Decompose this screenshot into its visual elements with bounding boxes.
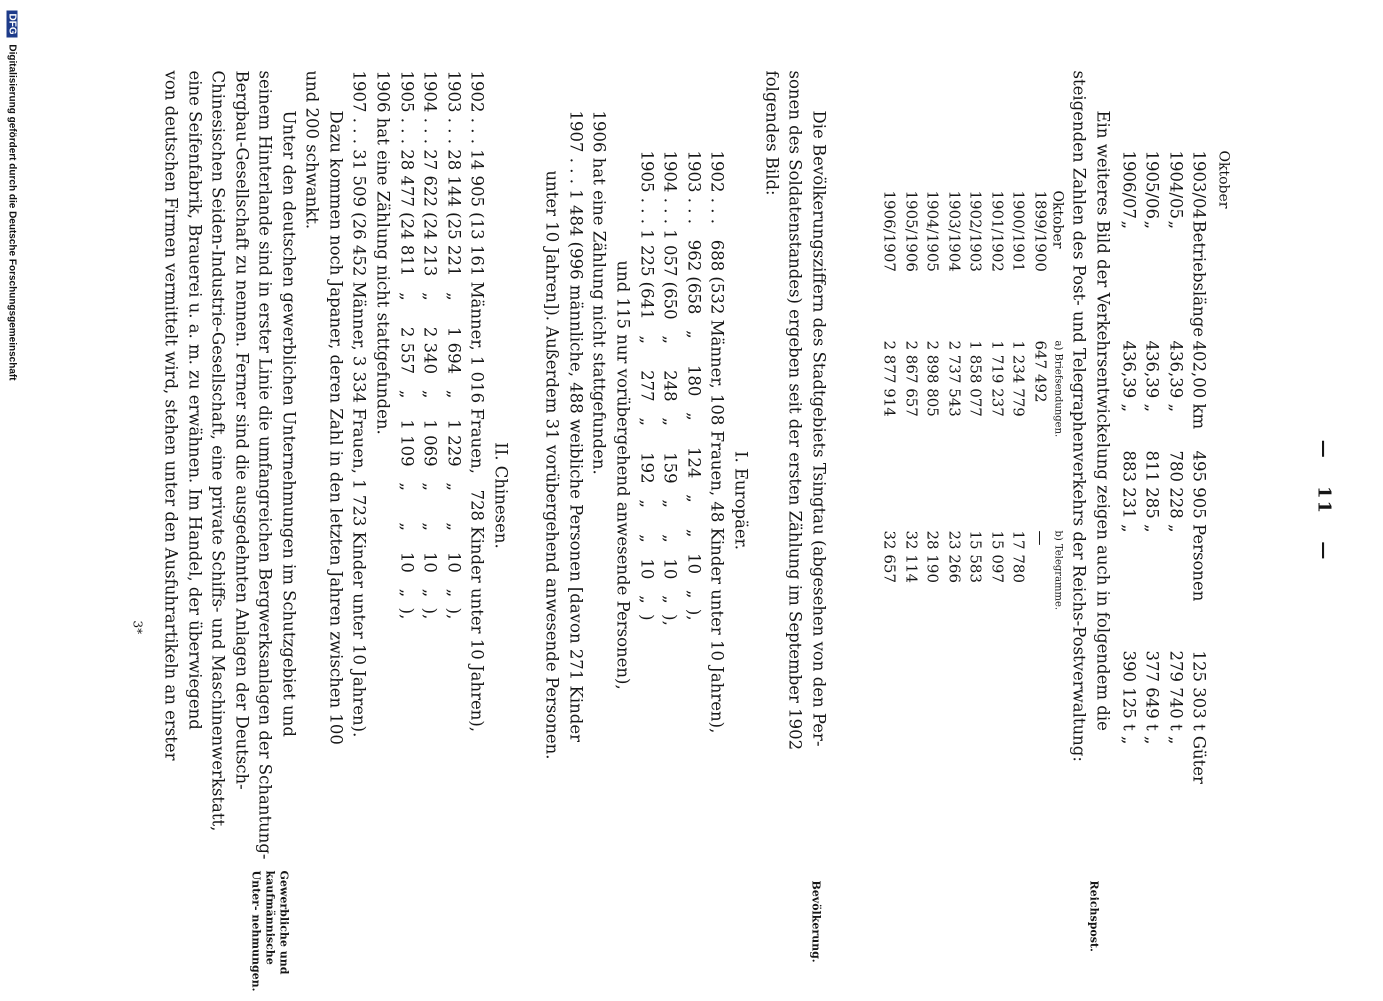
rail-rows bbox=[1117, 151, 1211, 971]
rail-year: 1903/04 bbox=[1189, 150, 1209, 220]
europeans-note: und 115 nur vorübergehend anwesende Personen), bbox=[613, 260, 633, 690]
paragraph-line: sonen des Soldatenstandes) ergeben seit der ersten Zählung im September 1902 bbox=[785, 70, 805, 751]
post-a: 647 492 bbox=[1031, 340, 1050, 403]
chinese-section bbox=[300, 71, 512, 921]
post-b: 32 114 bbox=[902, 530, 921, 583]
dfg-logo: DFG bbox=[7, 11, 18, 38]
rail-year: 1905/06 bbox=[1142, 150, 1162, 220]
post-col-b: b) Telegramme. bbox=[1052, 530, 1064, 611]
rail-label: „ bbox=[1119, 220, 1139, 230]
rail-km: 436,39 „ bbox=[1119, 340, 1139, 413]
rail-month: Oktober bbox=[1215, 150, 1232, 209]
japanese-note-cont: und 200 schwankt. bbox=[302, 70, 322, 230]
post-b: 15 097 bbox=[988, 530, 1007, 583]
post-year: 1904/1905 bbox=[924, 190, 942, 272]
margin-note-population: Bevölkerung. bbox=[809, 880, 823, 963]
europeans-heading: I. Europäer. bbox=[731, 451, 751, 550]
paragraph-line: seinem Hinterlande sind in erster Linie die umfangreichen Bergwerksanlagen der Schantung- bbox=[255, 70, 275, 860]
rail-year: 1904/05 bbox=[1166, 150, 1186, 220]
dfg-stamp bbox=[7, 11, 18, 381]
paragraph-line: Bergbau-Gesellschaft zu nennen. Ferner sind die ausgedehnten Anlagen der Deutsch- bbox=[232, 70, 252, 790]
paragraph-line: Ein weiteres Bild der Verkehrsentwickelung zeigen auch in folgendem die bbox=[1093, 110, 1113, 731]
post-year: 1906/1907 bbox=[881, 190, 899, 272]
europeans-1907-cont: unter 10 Jahren]). Außerdem 31 vorübergehend anwesende Personen. bbox=[542, 170, 562, 760]
rail-persons: 495 905 Personen bbox=[1189, 450, 1209, 602]
paragraph-line: Unter den deutschen gewerblichen Unternehmungen im Schutzgebiet und bbox=[279, 110, 299, 737]
europeans-row: 1904 . . . 1 057 (650 „ 248 „ 159 „ „ 10 „ ), bbox=[660, 150, 680, 626]
population-intro bbox=[760, 71, 831, 921]
rail-km: 436,39 „ bbox=[1166, 340, 1186, 413]
europeans-row: 1902 . . . 688 (532 Männer, 108 Frauen, 48 Kinder unter 10 Jahren), bbox=[707, 150, 727, 734]
japanese-note: Dazu kommen noch Japaner, deren Zahl in den letzten Jahren zwischen 100 bbox=[326, 110, 346, 745]
post-year: 1899/1900 bbox=[1031, 190, 1050, 272]
signature-mark: 3* bbox=[130, 620, 145, 635]
post-a: 2 877 914 bbox=[881, 340, 899, 417]
rail-year: 1906/07 bbox=[1119, 150, 1139, 220]
document-page bbox=[0, 1, 1383, 1001]
rail-goods: 377 649 t „ bbox=[1142, 650, 1162, 745]
post-a: 2 898 805 bbox=[924, 340, 942, 417]
rail-label: „ bbox=[1166, 220, 1186, 230]
post-year: 1901/1902 bbox=[988, 190, 1007, 272]
post-year: 1905/1906 bbox=[902, 190, 921, 272]
post-a: 2 867 657 bbox=[902, 340, 921, 417]
rail-persons: 883 231 „ bbox=[1119, 450, 1139, 533]
post-b: 15 583 bbox=[967, 530, 985, 583]
europeans-1907: 1907 . . . 1 484 (996 männliche, 488 weibliche Personen [davon 271 Kinder bbox=[566, 110, 586, 742]
dash-left: — bbox=[1313, 439, 1335, 460]
chinese-row: 1903 . . . 28 144 (25 221 „ 1 694 „ 1 229 „ „ 10 „ ), bbox=[444, 70, 464, 620]
post-b: 28 190 bbox=[924, 530, 942, 583]
post-rows bbox=[879, 191, 1051, 691]
post-year: 1900/1901 bbox=[1010, 190, 1028, 272]
post-month: Oktober bbox=[1049, 190, 1066, 249]
paragraph-line: eine Seifenfabrik, Brauerei u. a. m. zu erwähnen. Im Handel, der überwiegend bbox=[185, 70, 205, 730]
chinese-1906: 1906 hat eine Zählung nicht stattgefunden. bbox=[373, 70, 393, 435]
paragraph-line: Die Bevölkerungsziffern des Stadtgebiets Tsingtau (abgesehen von den Per- bbox=[809, 110, 829, 747]
rail-goods: 279 740 t „ bbox=[1166, 650, 1186, 745]
companies-paragraph bbox=[159, 71, 301, 921]
post-year: 1903/1904 bbox=[945, 190, 964, 272]
rail-goods: 390 125 t „ bbox=[1119, 650, 1139, 745]
europeans-row: 1905 . . . 1 225 (641 „ 277 „ 192 „ „ 10 „ ) bbox=[637, 150, 657, 621]
rail-persons: 811 285 „ bbox=[1142, 450, 1162, 533]
page-number: 11 bbox=[1313, 485, 1335, 516]
europeans-section bbox=[540, 111, 752, 891]
dfg-stamp-text: Digitalisierung gefördert durch die Deutsche Forschungsgemeinschaft bbox=[6, 44, 18, 381]
rail-label: „ bbox=[1142, 220, 1162, 230]
rail-label: Betriebslänge bbox=[1189, 220, 1209, 338]
paragraph-line: steigenden Zahlen des Post- und Telegraphenverkehrs der Reichs-Postverwaltung: bbox=[1069, 70, 1089, 762]
margin-note-companies: Gewerbliche und kaufmännische Unter- nehmungen. bbox=[249, 870, 291, 992]
post-col-a: a) Briefsendungen. bbox=[1052, 340, 1064, 438]
dash-right: — bbox=[1313, 541, 1335, 562]
post-year: 1902/1903 bbox=[967, 190, 985, 272]
chinese-row: 1905 . . . 28 477 (24 811 „ 2 557 „ 1 109 „ „ 10 „ ), bbox=[397, 70, 417, 620]
post-a: 2 737 543 bbox=[945, 340, 964, 417]
rail-km: 402,00 km bbox=[1189, 340, 1209, 430]
rail-goods: 125 303 t Güter bbox=[1189, 650, 1209, 784]
paragraph-line: folgendes Bild: bbox=[762, 70, 782, 196]
post-intro bbox=[1067, 71, 1114, 921]
rail-km: 436,39 „ bbox=[1142, 340, 1162, 413]
post-a: 1 234 779 bbox=[1010, 340, 1028, 417]
post-a: 1 858 077 bbox=[967, 340, 985, 417]
post-b: 23 266 bbox=[945, 530, 964, 583]
paragraph-line: von deutschen Firmen vermittelt wird, stehen unter den Ausfuhrartikeln an erster bbox=[161, 70, 181, 761]
post-table bbox=[879, 191, 1065, 691]
rail-table bbox=[1117, 151, 1235, 971]
post-b: 32 657 bbox=[881, 530, 899, 583]
post-table-header bbox=[1051, 191, 1065, 691]
europeans-1906: 1906 hat eine Zählung nicht stattgefunden. bbox=[589, 110, 609, 475]
chinese-row: 1902 . . . 14 905 (13 161 Männer, 1 016 Frauen, 728 Kinder unter 10 Jahren), bbox=[467, 70, 487, 733]
rail-persons: 780 228 „ bbox=[1166, 450, 1186, 533]
page-number-line bbox=[1314, 1, 1335, 1001]
post-b: — bbox=[1031, 530, 1050, 546]
chinese-heading: II. Chinesen. bbox=[491, 442, 511, 549]
paragraph-line: Chinesischen Seiden-Industrie-Gesellschaft, eine private Schiffs- und Maschinenwerkstatt, bbox=[208, 70, 228, 832]
margin-note-post: Reichspost. bbox=[1087, 880, 1101, 952]
europeans-row: 1903 . . . 962 (658 „ 180 „ 124 „ „ 10 „ ), bbox=[684, 150, 704, 621]
post-a: 1 719 237 bbox=[988, 340, 1007, 417]
chinese-1907: 1907 . . . 31 509 (26 452 Männer, 3 334 Frauen, 1 723 Kinder unter 10 Jahren). bbox=[349, 70, 369, 738]
chinese-row: 1904 . . . 27 622 (24 213 „ 2 340 „ 1 069 „ „ 10 „ ), bbox=[420, 70, 440, 620]
post-b: 17 780 bbox=[1010, 530, 1028, 583]
